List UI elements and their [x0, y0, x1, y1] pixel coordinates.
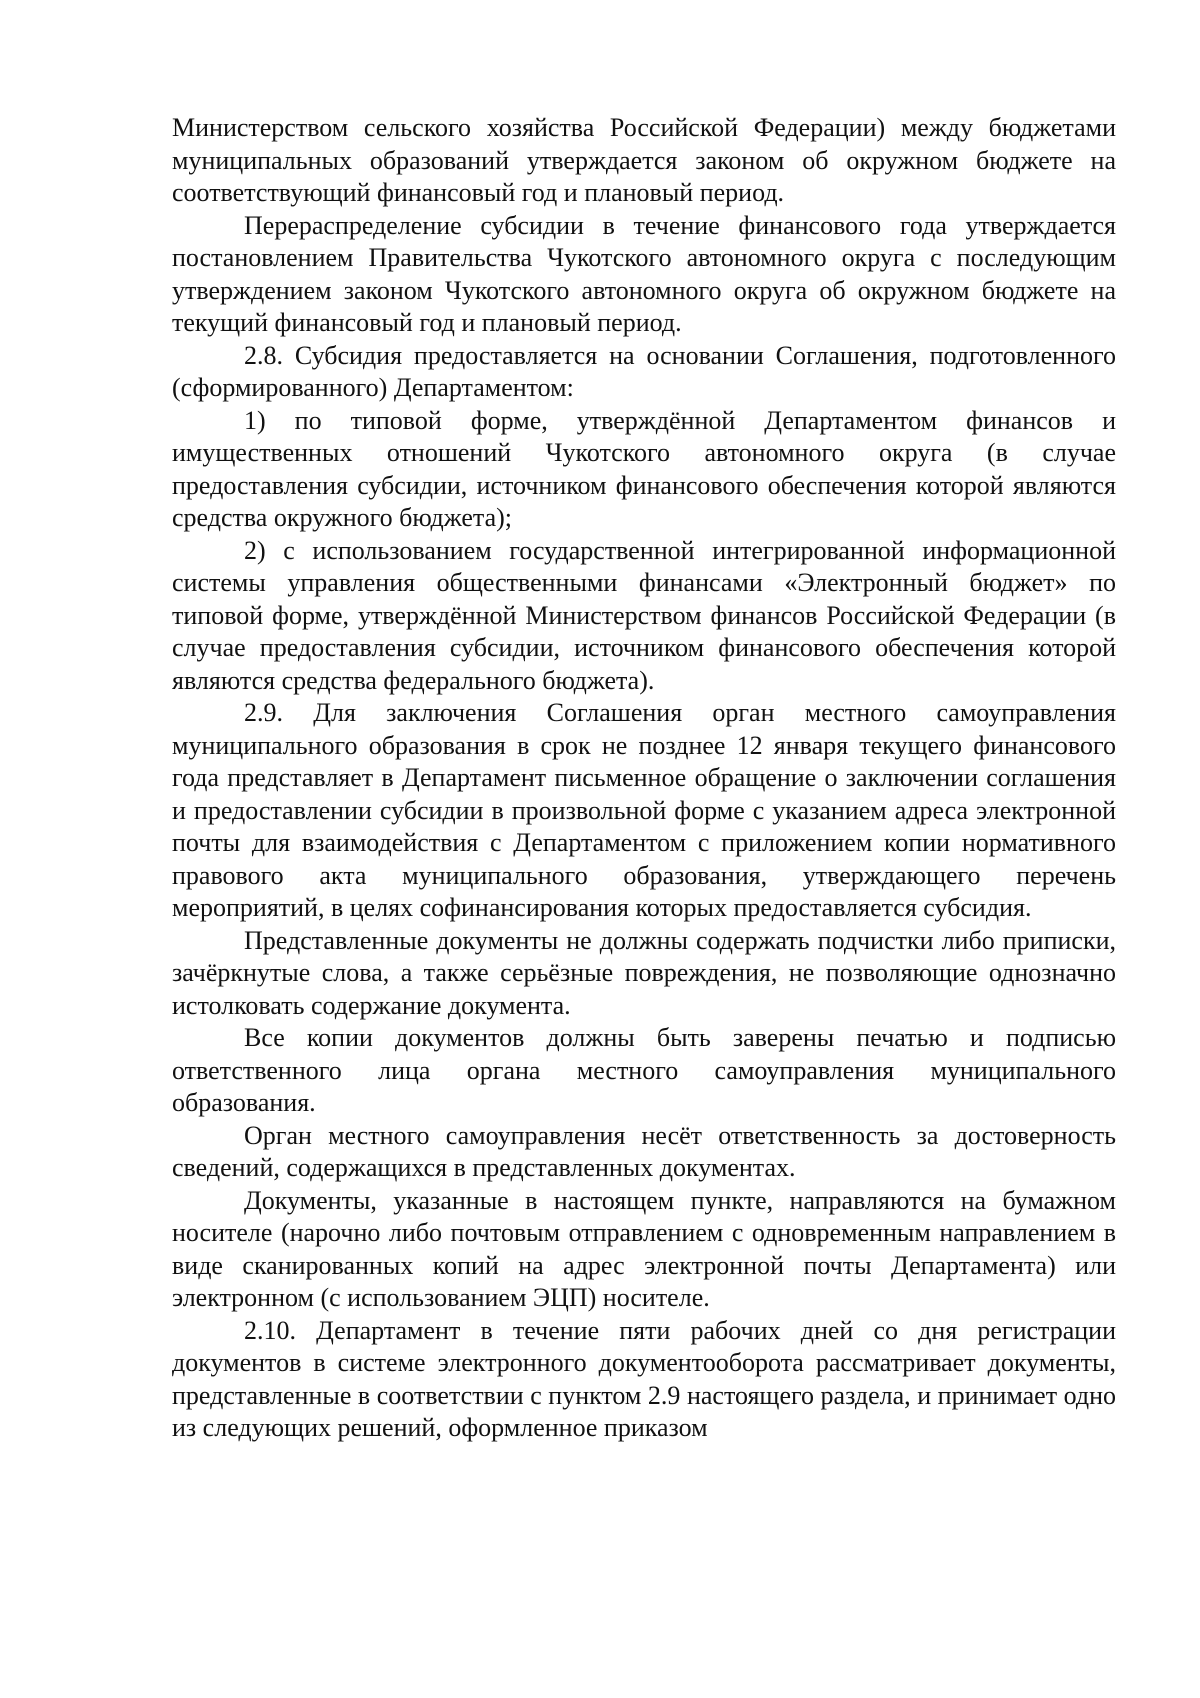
document-body [172, 112, 1116, 1445]
paragraph-2-10: 2.10. Департамент в течение пяти рабочих дней со дня регистрации документов в системе электронного документооборота рассматривает документы, представленные в соответствии с пунктом 2.9 настоящего раздела, и принимает одно из следующих решений, оформленное приказом [172, 1315, 1116, 1442]
paragraph-copies-certification: Все копии документов должны быть заверены печатью и подписью ответственного лица органа местного самоуправления муниципального образования. [172, 1023, 1116, 1117]
paragraph-2-9: 2.9. Для заключения Соглашения орган местного самоуправления муниципального образования в срок не позднее 12 января текущего финансового года представляет в Департамент письменное обращение о заключении соглашения и предоставлении субсидии в произвольной форме с указанием адреса электронной почты для взаимодействия с Департаментом с приложением копии нормативного правового акта муниципального образования, утверждающего перечень мероприятий, в целях софинансирования которых предоставляется субсидия. [172, 698, 1116, 922]
paragraph-2-8: 2.8. Субсидия предоставляется на основании Соглашения, подготовленного (сформированного) Департаментом: [172, 340, 1116, 402]
paragraph-redistribution: Перераспределение субсидии в течение финансового года утверждается постановлением Правительства Чукотского автономного округа с последующим утверждением законом Чукотского автономного округа об окружном бюджете на текущий финансовый год и плановый период. [172, 210, 1116, 337]
paragraph-responsibility: Орган местного самоуправления несёт ответственность за достоверность сведений, содержащихся в представленных документах. [172, 1120, 1116, 1182]
paragraph-documents-requirements: Представленные документы не должны содержать подчистки либо приписки, зачёркнутые слова, а также серьёзные повреждения, не позволяющие однозначно истолковать содержание документа. [172, 925, 1116, 1020]
paragraph-2-8-item-2: 2) с использованием государственной интегрированной информационной системы управления общественными финансами «Электронный бюджет» по типовой форме, утверждённой Министерством финансов Российской Федерации (в случае предоставления субсидии, источником финансового обеспечения которой являются средства федерального бюджета). [172, 535, 1116, 695]
paragraph-submission-method: Документы, указанные в настоящем пункте, направляются на бумажном носителе (нарочно либо почтовым отправлением с одновременным направлением в виде сканированных копий на адрес электронной почты Департамента) или электронном (с использованием ЭЦП) носителе. [172, 1185, 1116, 1312]
paragraph-2-8-item-1: 1) по типовой форме, утверждённой Департаментом финансов и имущественных отношений Чукотского автономного округа (в случае предоставления субсидии, источником финансового обеспечения которой являются средства окружного бюджета); [172, 405, 1116, 532]
paragraph-continuation: Министерством сельского хозяйства Российской Федерации) между бюджетами муниципальных образований утверждается законом об окружном бюджете на соответствующий финансовый год и плановый период. [172, 113, 1116, 207]
